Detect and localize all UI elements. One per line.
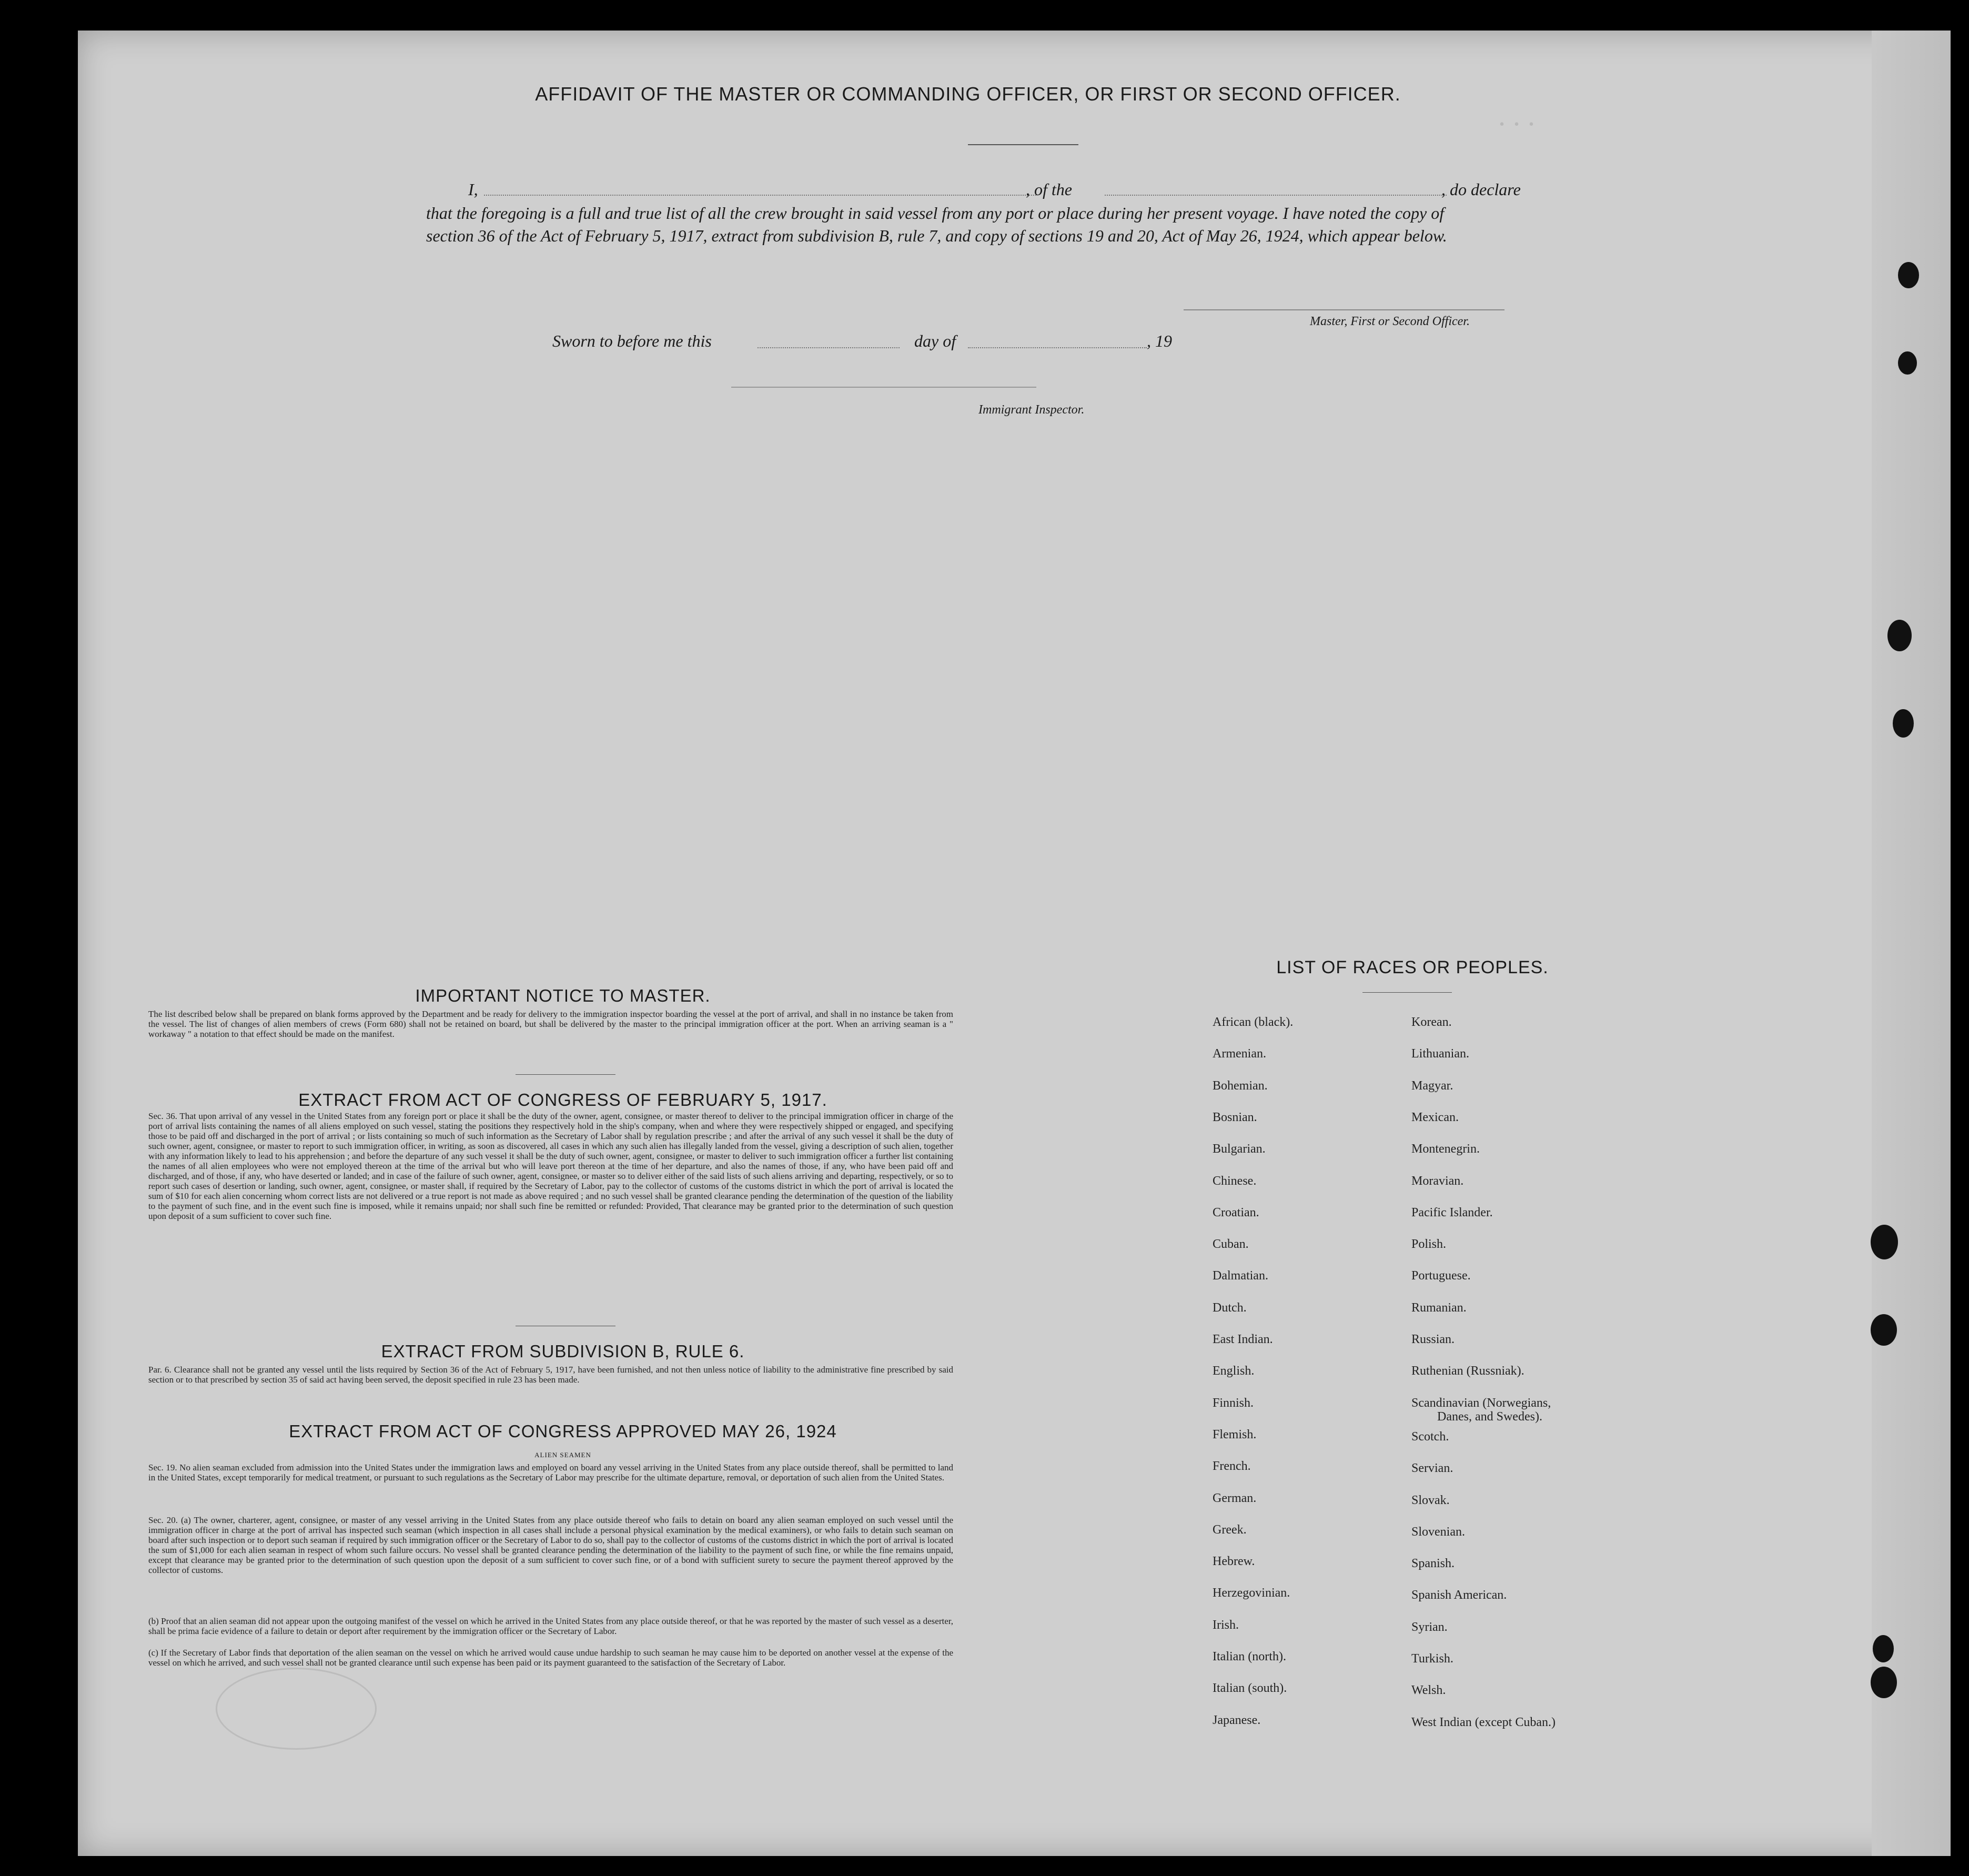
race-item: Italian (north). [1213,1650,1286,1663]
race-item: Magyar. [1411,1079,1453,1093]
inspector-signature-line [731,387,1036,388]
affidavit-i: I, [468,180,478,199]
race-item: Bulgarian. [1213,1142,1266,1156]
sec19-text: Sec. 19. No alien seaman excluded from admission into the United States under the immigration laws and employed on board any vessel arriving in the United States from any place outside thereof, shall be permitted to land in the United States, except temporarily for medical treatment, or pursuant to such regulations as the Secretary of Labor may prescribe for the ultimate departure, removal, or deportation of such alien from the United States. [148,1463,953,1482]
race-item: Moravian. [1411,1174,1464,1188]
punch-hole [1898,262,1919,288]
race-item: East Indian. [1213,1333,1273,1346]
affidavit-declare: , do declare [1441,180,1521,199]
sec20c-text: (c) If the Secretary of Labor finds that deportation of the alien seaman on the vessel on which he arrived would cause undue hardship to such seaman he may cause him to be deported on another vessel at the expense of the vessel on which he arrived, and such vessel shall not be granted clearance until such expense has been paid or its payment guaranteed to the satisfaction of the Secretary of Labor. [148,1648,953,1668]
race-item: Ruthenian (Russniak). [1411,1364,1524,1378]
punch-hole [1871,1314,1897,1346]
sec20a-text: Sec. 20. (a) The owner, charterer, agent, consignee, or master of any vessel arriving in the United States from any place outside thereof who fails to detain on board any alien seaman employed on such vessel until the immigration officer in charge at the port of arrival has inspected such seaman (which inspection in all cases shall include a personal physical examination by the medical examiners), or who fails to detain such seaman on board after such inspection or to deport such seaman if required by such immigration officer or the Secretary of Labor to do so, shall pay to the collector of customs of the customs district in which the port of arrival is located the sum of $1,000 for each alien seaman in respect of whom such failure occurs. No vessel shall be granted clearance pending the determination of the liability to the payment of such fine, or while the fine remains unpaid, except that clearance may be granted prior to the determination of such question upon the deposit of a sum sufficient to cover such fine, or of a bond with sufficient surety to secure the payment thereof approved by the collector of customs. [148,1515,953,1575]
extract-1924-title: EXTRACT FROM ACT OF CONGRESS APPROVED MAY 26, 1924 [289,1421,837,1441]
race-item: Cuban. [1213,1237,1249,1251]
bleed-through: . . . [1498,99,1535,132]
day-blank-line [758,347,900,348]
notice-text: The list described below shall be prepared on blank forms approved by the Department and be ready for delivery to the immigration inspector boarding the vessel at the port of arrival, and shall in no instance be taken from the vessel. The list of changes of alien members of crews (Form 680) shall not be retained on board, but shall be delivered by the master to the principal immigration officer at the port. When an arriving seaman is a " workaway " a notation to that effect should be made on the manifest. [148,1009,953,1039]
race-item: English. [1213,1364,1255,1378]
race-item: Scandinavian (Norwegians, [1411,1396,1551,1410]
race-item: Croatian. [1213,1206,1259,1219]
affidavit-title: AFFIDAVIT OF THE MASTER OR COMMANDING OFFICER, OR FIRST OR SECOND OFFICER. [535,83,1401,105]
race-item: Slovenian. [1411,1525,1465,1539]
race-item: Italian (south). [1213,1681,1287,1695]
race-item: Finnish. [1213,1396,1254,1410]
race-item: Slovak. [1411,1494,1450,1507]
race-item: African (black). [1213,1015,1294,1029]
race-item: Dalmatian. [1213,1269,1268,1283]
race-item: Korean. [1411,1015,1452,1029]
punch-hole [1871,1225,1898,1259]
punch-hole [1898,351,1917,375]
signature-line [1184,309,1504,310]
race-item: Spanish. [1411,1557,1455,1570]
race-item: Bohemian. [1213,1079,1268,1093]
race-item: German. [1213,1491,1257,1505]
extract-1917-title: EXTRACT FROM ACT OF CONGRESS OF FEBRUARY 5, 1917. [298,1090,827,1110]
day-of-label: day of [914,331,956,350]
divider [1362,992,1452,993]
race-item: Servian. [1411,1461,1453,1475]
race-item: Rumanian. [1411,1301,1467,1315]
race-item: Armenian. [1213,1047,1266,1061]
race-item: Herzegovinian. [1213,1586,1290,1600]
punch-hole [1873,1635,1894,1662]
master-label: Master, First or Second Officer. [1310,315,1470,328]
divider [516,1074,615,1075]
month-blank-line [968,347,1147,348]
race-item: Welsh. [1411,1683,1446,1697]
race-item: Japanese. [1213,1713,1261,1727]
race-item: Montenegrin. [1411,1142,1480,1156]
notice-title: IMPORTANT NOTICE TO MASTER. [415,986,711,1005]
punch-hole [1887,620,1912,651]
race-item: Dutch. [1213,1301,1247,1315]
document-page [78,31,1951,1856]
race-item: Pacific Islander. [1411,1206,1493,1219]
race-item: Lithuanian. [1411,1047,1469,1061]
affidavit-body: that the foregoing is a full and true list of all the crew brought in said vessel from any port or place during her present voyage. I have noted the copy of section 36 of the Act of February 5, 1917, extract from subdivision B, rule 7, and copy of sections 19 and 20, Act of May 26, 1924, which appear below. [426,204,1447,245]
race-item: Scotch. [1411,1430,1449,1444]
race-item: French. [1213,1459,1251,1473]
race-item: Flemish. [1213,1428,1257,1441]
race-item: Greek. [1213,1523,1247,1537]
extract-rule6-text: Par. 6. Clearance shall not be granted any vessel until the lists required by Section 36 of the Act of February 5, 1917, have been furnished, and not then unless notice of liability to the administrative fine prescribed by said section or to that prescribed by section 35 of said act having been served, the deposit specified in rule 23 has been made. [148,1365,953,1385]
race-item: Irish. [1213,1618,1239,1632]
race-item: Chinese. [1213,1174,1257,1188]
name-blank-line [484,195,1036,196]
sec20b-text: (b) Proof that an alien seaman did not appear upon the outgoing manifest of the vessel on which he arrived in the United States from any place outside thereof, or that he was reported by the master of such vessel as a deserter, shall be prima facie evidence of a failure to detain or deport after requirement by the immigration officer or the Secretary of Labor. [148,1616,953,1636]
race-item: Russian. [1411,1333,1455,1346]
extract-1917-text: Sec. 36. That upon arrival of any vessel in the United States from any foreign port or place it shall be the duty of the owner, agent, consignee, or master thereof to deliver to the principal immigration officer in charge of the port of arrival lists containing the names of all aliens employed on such vessel, stating the positions they respectively hold in the ship's company, when and where they were respectively shipped or engaged, and specifying those to be paid off and discharged in the port of arrival ; or lists containing so much of such information as the Secretary of Labor shall by regulation prescribe ; and after the arrival of any such vessel it shall be the duty of such owner, agent, consignee, or master to report to such immigration officer, in writing, as soon as discovered, all cases in which any such alien has illegally landed from the vessel, giving a description of such alien, together with any information likely to lead to his apprehension ; and before the departure of any such vessel it shall be the duty of such owner, agent, consignee, or master to deliver to such immigration officer a further list containing the names of all alien employees who were not employed thereon at the time of the arrival but who will leave port thereon at the time of her departure, and also the names of those, if any, who have been paid off and discharged, and of those, if any, who have deserted or landed; and in case of the failure of such owner, agent, consignee, or master so to deliver either of the said lists of such aliens arriving and departing, respectively, or so to report such cases of desertion or landing, such owner, agent, consignee, or master shall, if required by the Secretary of Labor, pay to the collector of customs of the customs district in which the port of arrival is located the sum of $10 for each alien concerning whom correct lists are not delivered or a true report is not made as above required ; and no such vessel shall be granted clearance pending the determination of the question of the liability to the payment of such fine, and in the event such fine is imposed, while it remains unpaid; nor shall such fine be remitted or refunded: Provided, That clearance may be granted prior to the determination of such question upon deposit of a sum sufficient to cover such fine. [148,1111,953,1221]
port-stamp [216,1668,377,1750]
extract-rule6-title: EXTRACT FROM SUBDIVISION B, RULE 6. [381,1342,745,1361]
race-item: Danes, and Swedes). [1437,1410,1542,1424]
affidavit-of-the: , of the [1026,180,1072,199]
race-item: Mexican. [1411,1111,1459,1124]
alien-seamen-subtitle: ALIEN SEAMEN [534,1451,591,1459]
divider [968,144,1078,145]
race-item: Bosnian. [1213,1111,1257,1124]
race-item: Hebrew. [1213,1555,1255,1568]
punch-hole [1871,1667,1897,1698]
race-item: Turkish. [1411,1652,1453,1666]
race-item: Portuguese. [1411,1269,1471,1283]
races-title: LIST OF RACES OR PEOPLES. [1276,957,1549,977]
page-edge [1872,31,1951,1856]
inspector-label: Immigrant Inspector. [978,403,1085,417]
race-item: West Indian (except Cuban.) [1411,1716,1556,1729]
race-item: Polish. [1411,1237,1447,1251]
punch-hole [1893,709,1914,738]
year-label: , 19 [1147,331,1172,350]
race-item: Spanish American. [1411,1588,1507,1602]
vessel-blank-line [1105,195,1447,196]
sworn-label: Sworn to before me this [552,331,712,350]
race-item: Syrian. [1411,1620,1448,1634]
